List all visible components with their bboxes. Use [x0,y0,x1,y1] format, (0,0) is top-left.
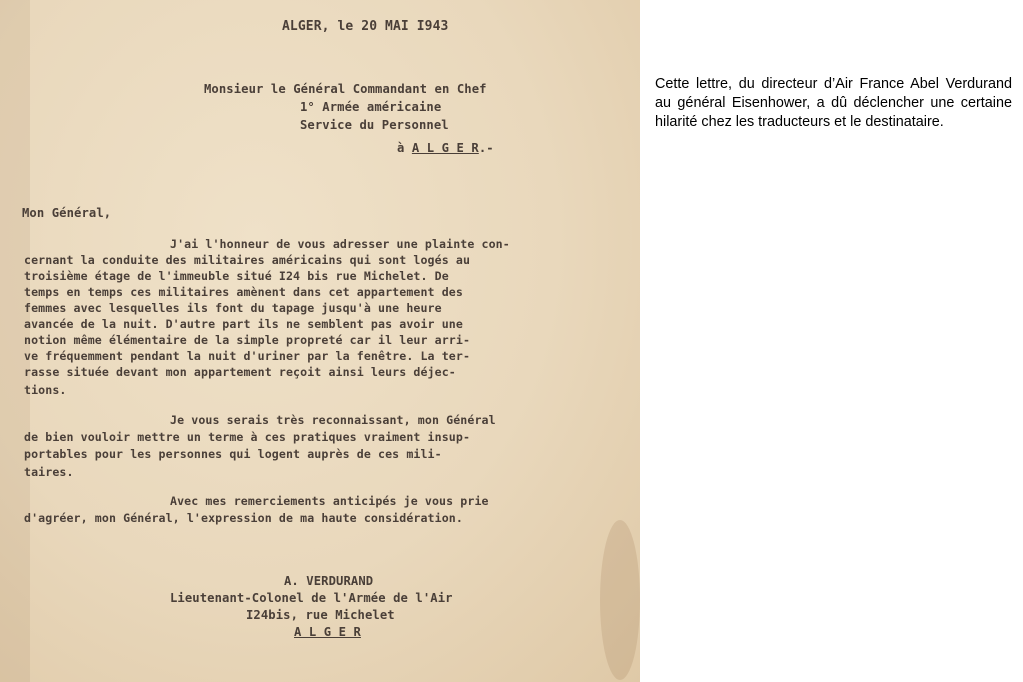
paragraph-1-line: notion même élémentaire de la simple propreté car il leur arri- [24,333,471,347]
signature-address: I24bis, rue Michelet [246,608,395,622]
paragraph-1-line: J'ai l'honneur de vous adresser une plainte con- [170,237,510,251]
signature-name: A. VERDURAND [284,574,374,588]
recipient-city: à A L G E R.- [397,141,494,155]
recipient-line-1: Monsieur le Général Commandant en Chef [204,82,487,96]
salutation: Mon Général, [22,206,112,220]
paragraph-2-line: taires. [24,465,74,479]
paragraph-1-line: cernant la conduite des militaires américains qui sont logés au [24,253,471,267]
paragraph-3-line: d'agréer, mon Général, l'expression de ma haute considération. [24,511,463,525]
paper-stain [600,520,640,680]
paragraph-3-line: Avec mes remerciements anticipés je vous prie [170,494,489,508]
paragraph-2-line: Je vous serais très reconnaissant, mon Général [170,413,496,427]
signature-city: A L G E R [294,625,361,639]
paragraph-1-line: tions. [24,383,67,397]
caption-text: Cette lettre, du directeur d’Air France Abel Verdurand au général Eisenhower, a dû déclencher une certaine hilarité chez les traducteurs et le destinataire. [655,76,1012,130]
paragraph-1-line: temps en temps ces militaires amènent dans cet appartement des [24,285,463,299]
recipient-line-2: 1° Armée américaine [300,100,442,114]
letter-date: ALGER, le 20 MAI I943 [282,19,449,34]
paragraph-2-line: portables pour les personnes qui logent auprès de ces mili- [24,447,442,461]
paragraph-2-line: de bien vouloir mettre un terme à ces pratiques vraiment insup- [24,430,471,444]
recipient-line-3: Service du Personnel [300,118,449,132]
signature-rank: Lieutenant-Colonel de l'Armée de l'Air [170,591,453,605]
paragraph-1-line: femmes avec lesquelles ils font du tapage jusqu'à une heure [24,301,442,315]
paragraph-1-line: avancée de la nuit. D'autre part ils ne semblent pas avoir une [24,317,463,331]
paragraph-1-line: ve fréquemment pendant la nuit d'uriner par la fenêtre. La ter- [24,349,471,363]
paragraph-1-line: troisième étage de l'immeuble situé I24 bis rue Michelet. De [24,269,449,283]
paragraph-1-line: rasse située devant mon appartement reçoit ainsi leurs déjec- [24,365,456,379]
